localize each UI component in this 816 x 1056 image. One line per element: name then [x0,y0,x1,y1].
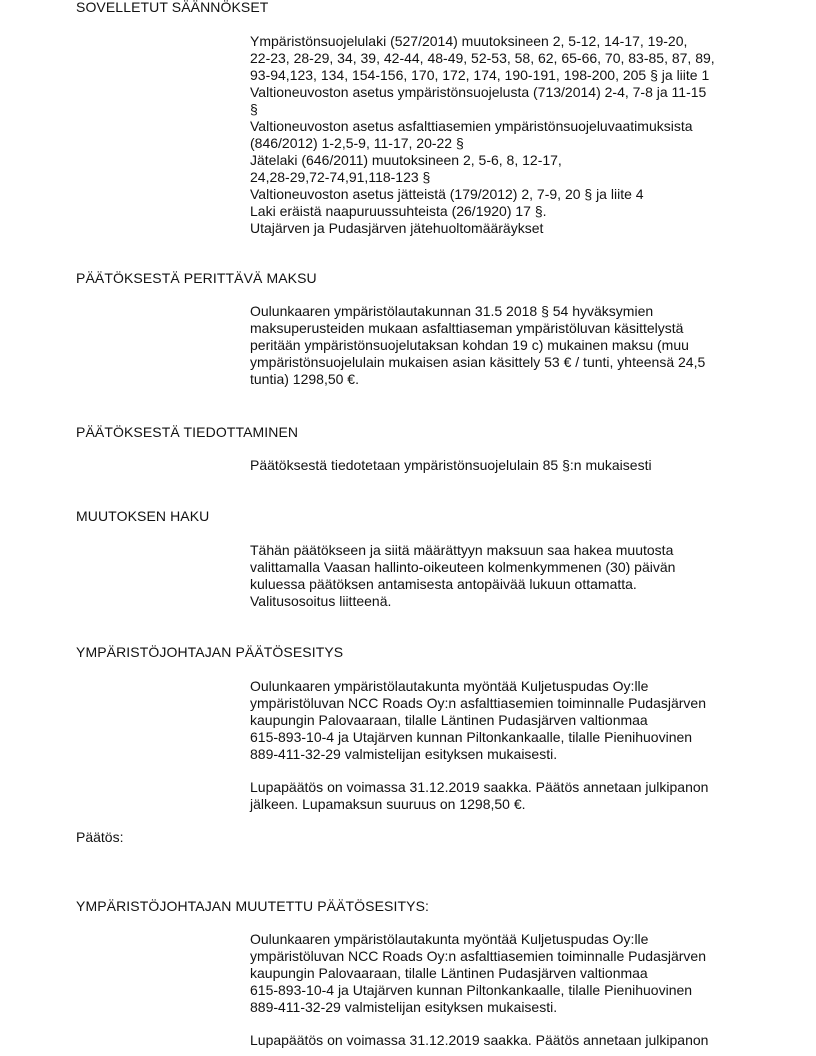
heading-director-proposal: YMPÄRISTÖJOHTAJAN PÄÄTÖSESITYS [76,644,344,660]
text-line: kaupungin Palovaaraan, tilalle Läntinen Pudasjärven valtionmaa [250,965,648,981]
text-line: peritään ympäristönsuojelutaksan kohdan 19 c) mukainen maksu (muu [250,337,689,353]
text-line: (846/2012) 1-2,5-9, 11-17, 20-22 § [250,135,464,151]
text-line: 615-893-10-4 ja Utajärven kunnan Piltonkankaalle, tilalle Pienihuovinen [250,729,693,745]
heading-applied-rules: SOVELLETUT SÄÄNNÖKSET [76,0,269,15]
text-line: Valtioneuvoston asetus jätteistä (179/2012) 2, 7-9, 20 § ja liite 4 [250,186,644,202]
heading-decision-fee: PÄÄTÖKSESTÄ PERITTÄVÄ MAKSU [76,270,317,286]
decision-notification-text [250,457,750,474]
text-line: 93-94,123, 134, 154-156, 170, 172, 174, 190-191, 198-200, 205 § ja liite 1 [250,67,710,83]
text-line: 889-411-32-29 valmistelijan esityksen mukaisesti. [250,999,558,1015]
director-proposal-paragraph-1 [250,678,750,763]
text-line: 615-893-10-4 ja Utajärven kunnan Piltonkankaalle, tilalle Pienihuovinen [250,982,693,998]
text-line: maksuperusteiden mukaan asfalttiaseman ympäristöluvan käsittelystä [250,320,684,336]
applied-rules-list [250,33,750,237]
decision-fee-text [250,303,750,388]
text-line: Oulunkaaren ympäristölautakunta myöntää Kuljetuspudas Oy:lle [250,678,649,694]
text-line: Ympäristönsuojelulaki (527/2014) muutoksineen 2, 5-12, 14-17, 19-20, [250,33,688,49]
text-line: Valtioneuvoston asetus ympäristönsuojelusta (713/2014) 2-4, 7-8 ja 11-15 [250,84,707,100]
text-line: Laki eräistä naapuruussuhteista (26/1920) 17 §. [250,203,547,219]
text-line: jälkeen. Lupamaksun suuruus on 1298,50 €. [250,796,526,812]
text-line: Valtioneuvoston asetus asfalttiasemien ympäristönsuojeluvaatimuksista [250,118,693,134]
text-line: Oulunkaaren ympäristölautakunnan 31.5 2018 § 54 hyväksymien [250,303,654,319]
text-line: valittamalla Vaasan hallinto-oikeuteen kolmenkymmenen (30) päivän [250,559,676,575]
text-line: kaupungin Palovaaraan, tilalle Läntinen Pudasjärven valtionmaa [250,712,648,728]
text-line: Valitusosoitus liitteenä. [250,593,392,609]
text-line: tuntia) 1298,50 €. [250,371,359,387]
text-line: Lupapäätös on voimassa 31.12.2019 saakka. Päätös annetaan julkipanon [250,1032,709,1048]
text-line: kuluessa päätöksen antamisesta antopäivää lukuun ottamatta. [250,576,637,592]
text-line: 22-23, 28-29, 34, 39, 42-44, 48-49, 52-53, 58, 62, 65-66, 70, 83-85, 87, 89, [250,50,715,66]
text-line: ympäristöluvan NCC Roads Oy:n asfalttiasemien toiminnalle Pudasjärven [250,948,706,964]
heading-appeal: MUUTOKSEN HAKU [76,508,210,524]
director-proposal-paragraph-2 [250,779,750,813]
text-line: § [250,101,258,117]
text-line: Päätöksestä tiedotetaan ympäristönsuojelulain 85 §:n mukaisesti [250,457,652,473]
text-line: Lupapäätös on voimassa 31.12.2019 saakka. Päätös annetaan julkipanon [250,779,709,795]
text-line: 24,28-29,72-74,91,118-123 § [250,169,431,185]
heading-decision-notification: PÄÄTÖKSESTÄ TIEDOTTAMINEN [76,424,299,440]
decision-label: Päätös: [76,829,124,845]
modified-proposal-paragraph-2 [250,1032,750,1049]
text-line: Oulunkaaren ympäristölautakunta myöntää Kuljetuspudas Oy:lle [250,931,649,947]
appeal-text [250,542,750,610]
text-line: ympäristönsuojelulain mukaisen asian käsittely 53 € / tunti, yhteensä 24,5 [250,354,706,370]
modified-proposal-paragraph-1 [250,931,750,1016]
text-line: ympäristöluvan NCC Roads Oy:n asfalttiasemien toiminnalle Pudasjärven [250,695,706,711]
text-line: 889-411-32-29 valmistelijan esityksen mukaisesti. [250,746,558,762]
text-line: Tähän päätökseen ja siitä määrättyyn maksuun saa hakea muutosta [250,542,674,558]
heading-director-modified-proposal: YMPÄRISTÖJOHTAJAN MUUTETTU PÄÄTÖSESITYS: [76,898,429,914]
text-line: Utajärven ja Pudasjärven jätehuoltomääräykset [250,220,544,236]
text-line: Jätelaki (646/2011) muutoksineen 2, 5-6, 8, 12-17, [250,152,562,168]
